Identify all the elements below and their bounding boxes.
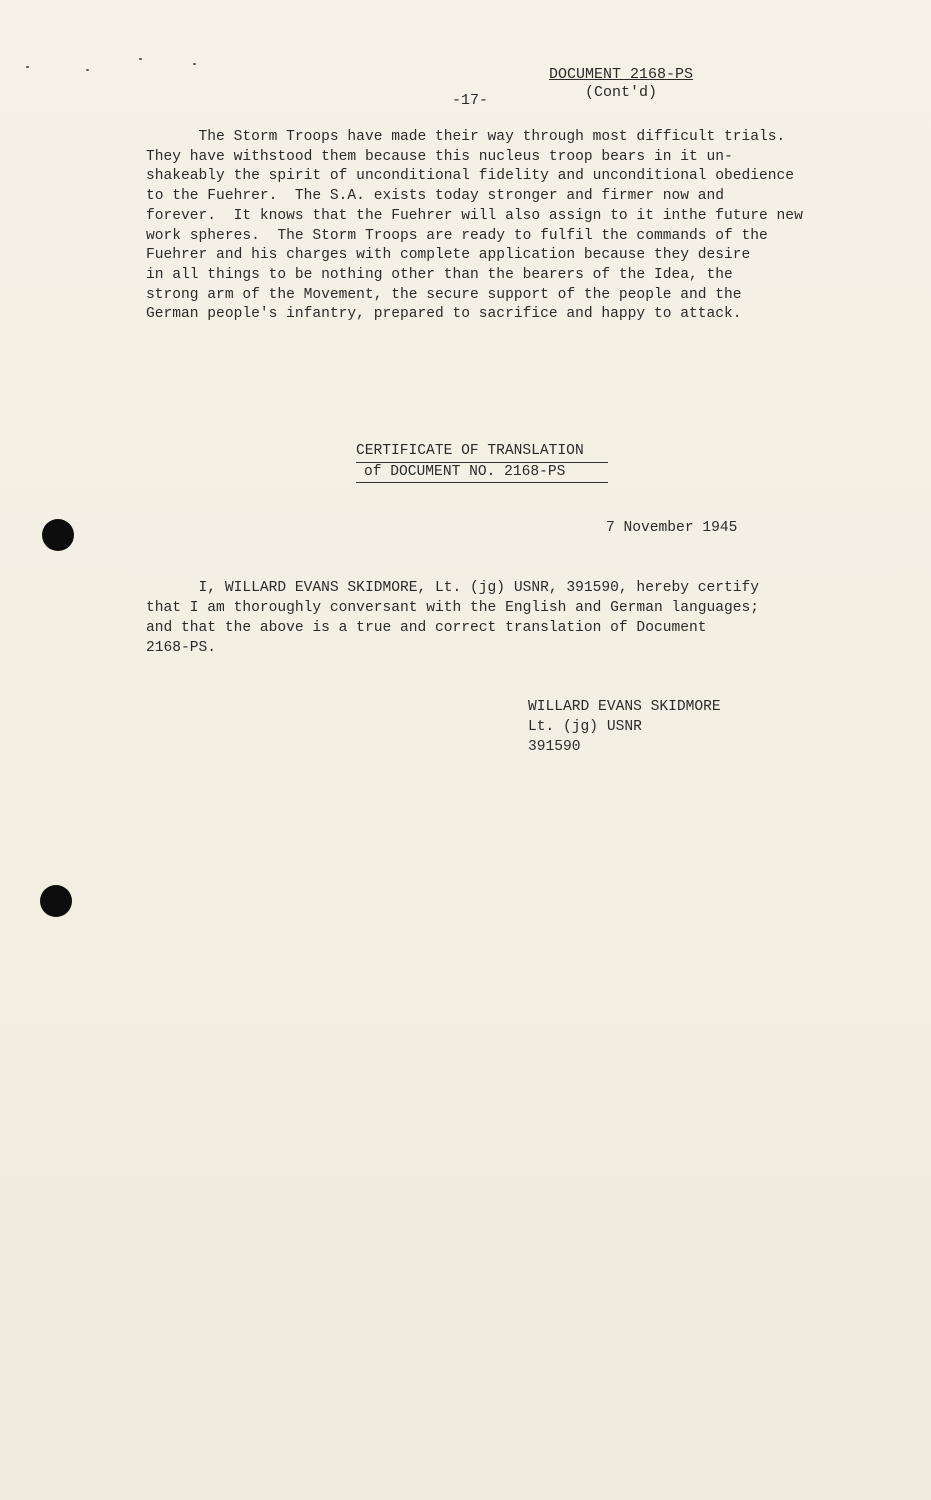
punch-hole	[42, 519, 74, 551]
body-paragraph: The Storm Troops have made their way through most difficult trials. They have withstood them because this nucleus troop bears in it un- shakeably the spirit of unconditional fidelity and unconditional obedience to the Fuehrer. The S.A. exists today stronger and firmer now and forever. It knows that the Fuehrer will also assign to it inthe future new work spheres. The Storm Troops are ready to fulfil the commands of the Fuehrer and his charges with complete application because they desire in all things to be nothing other than the bearers of the Idea, the strong arm of the Movement, the secure support of the people and the German people's infantry, prepared to sacrifice and happy to attack.	[146, 129, 803, 323]
certificate-date: 7 November 1945	[606, 520, 738, 536]
document-header	[549, 66, 693, 102]
signature-serial: 391590	[528, 739, 581, 755]
signature-rank: Lt. (jg) USNR	[528, 719, 642, 735]
signature-block	[528, 697, 721, 757]
certificate-title	[356, 442, 608, 483]
certificate-title-line2: of DOCUMENT NO. 2168-PS	[356, 463, 608, 483]
certificate-title-line1: CERTIFICATE OF TRANSLATION	[356, 442, 608, 463]
paper-speck	[139, 58, 142, 60]
page-number: -17-	[452, 92, 489, 109]
document-number: DOCUMENT 2168-PS	[549, 66, 694, 83]
punch-hole	[40, 885, 72, 917]
certificate-statement: I, WILLARD EVANS SKIDMORE, Lt. (jg) USNR, 391590, hereby certify that I am thoroughly conversant with the English and German languages; and that the above is a true and correct translation of Document 2168-PS.	[146, 580, 760, 656]
paper-speck	[26, 66, 29, 68]
continued-label: (Cont'd)	[585, 84, 658, 101]
paper-speck	[193, 63, 196, 65]
signature-name: WILLARD EVANS SKIDMORE	[528, 699, 721, 715]
paper-speck	[86, 69, 89, 71]
